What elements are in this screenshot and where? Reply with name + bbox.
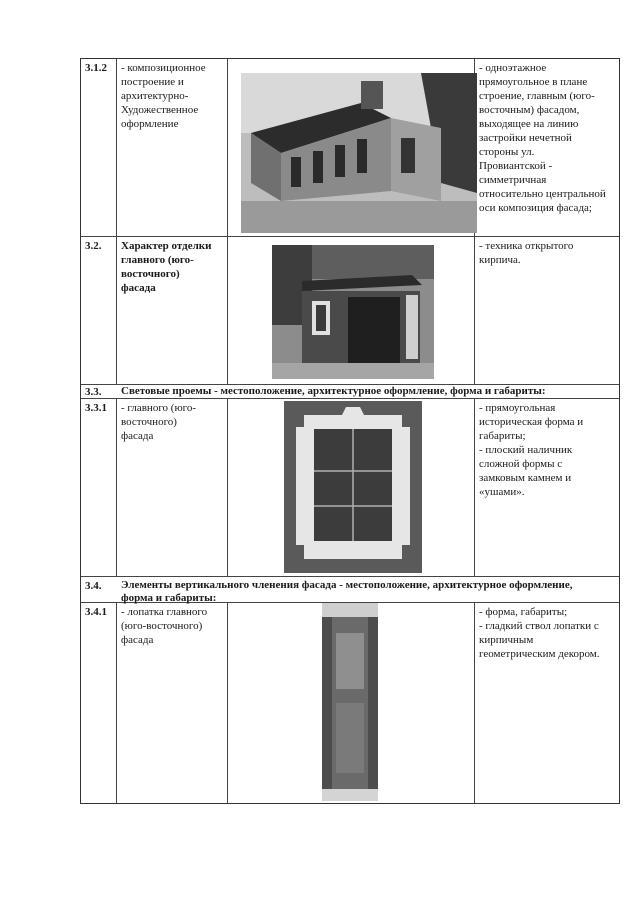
row-description: - форма, габариты; - гладкий ствол лопатки с кирпичным геометрическим декором. [479,606,600,660]
row-description: - техника открытого кирпича. [479,240,574,266]
section-heading-row [81,577,619,603]
row-number: 3.2. [81,237,117,384]
row-label: - композиционное построение и архитектурно- Художественное оформление [117,59,228,236]
row-label: Характер отделки главного (юго- восточного) фасада [117,237,228,384]
photo-cell [228,603,475,803]
table-row [81,237,619,385]
building-corner-photo [241,73,477,233]
row-number: 3.4.1 [81,603,117,803]
row-label: - главного (юго- восточного) фасада [117,399,228,576]
row-number: 3.3.1 [81,399,117,576]
window-photo [284,401,422,573]
section-number: 3.4. [85,580,102,592]
row-description: - прямоугольная историческая форма и габариты; - плоский наличник сложной формы с замковым камнем и «ушами». [479,402,584,498]
photo-cell [228,399,475,576]
photo-cell [228,237,475,384]
photo-cell [228,59,475,236]
facade-photo [272,245,434,379]
table-row [81,603,619,803]
pilaster-photo [322,603,378,801]
row-description: - одноэтажное прямоугольное в плане строение, главным (юго- восточным) фасадом, выходящее на линию застройки нечетной стороны ул. Провиантской - симметричная относительно центральной оси композиция фасада; [479,62,606,214]
table-row [81,59,619,237]
table-row [81,399,619,577]
section-heading-row [81,385,619,399]
monument-description-table [80,58,620,804]
row-number: 3.1.2 [81,59,117,236]
row-label: - лопатка главного (юго-восточного) фасада [117,603,228,803]
section-heading: Световые проемы - местоположение, архитектурное оформление, форма и габариты: [121,385,546,397]
section-number: 3.3. [85,386,102,398]
section-heading: Элементы вертикального членения фасада - местоположение, архитектурное оформление, форма и габариты: [121,579,573,604]
